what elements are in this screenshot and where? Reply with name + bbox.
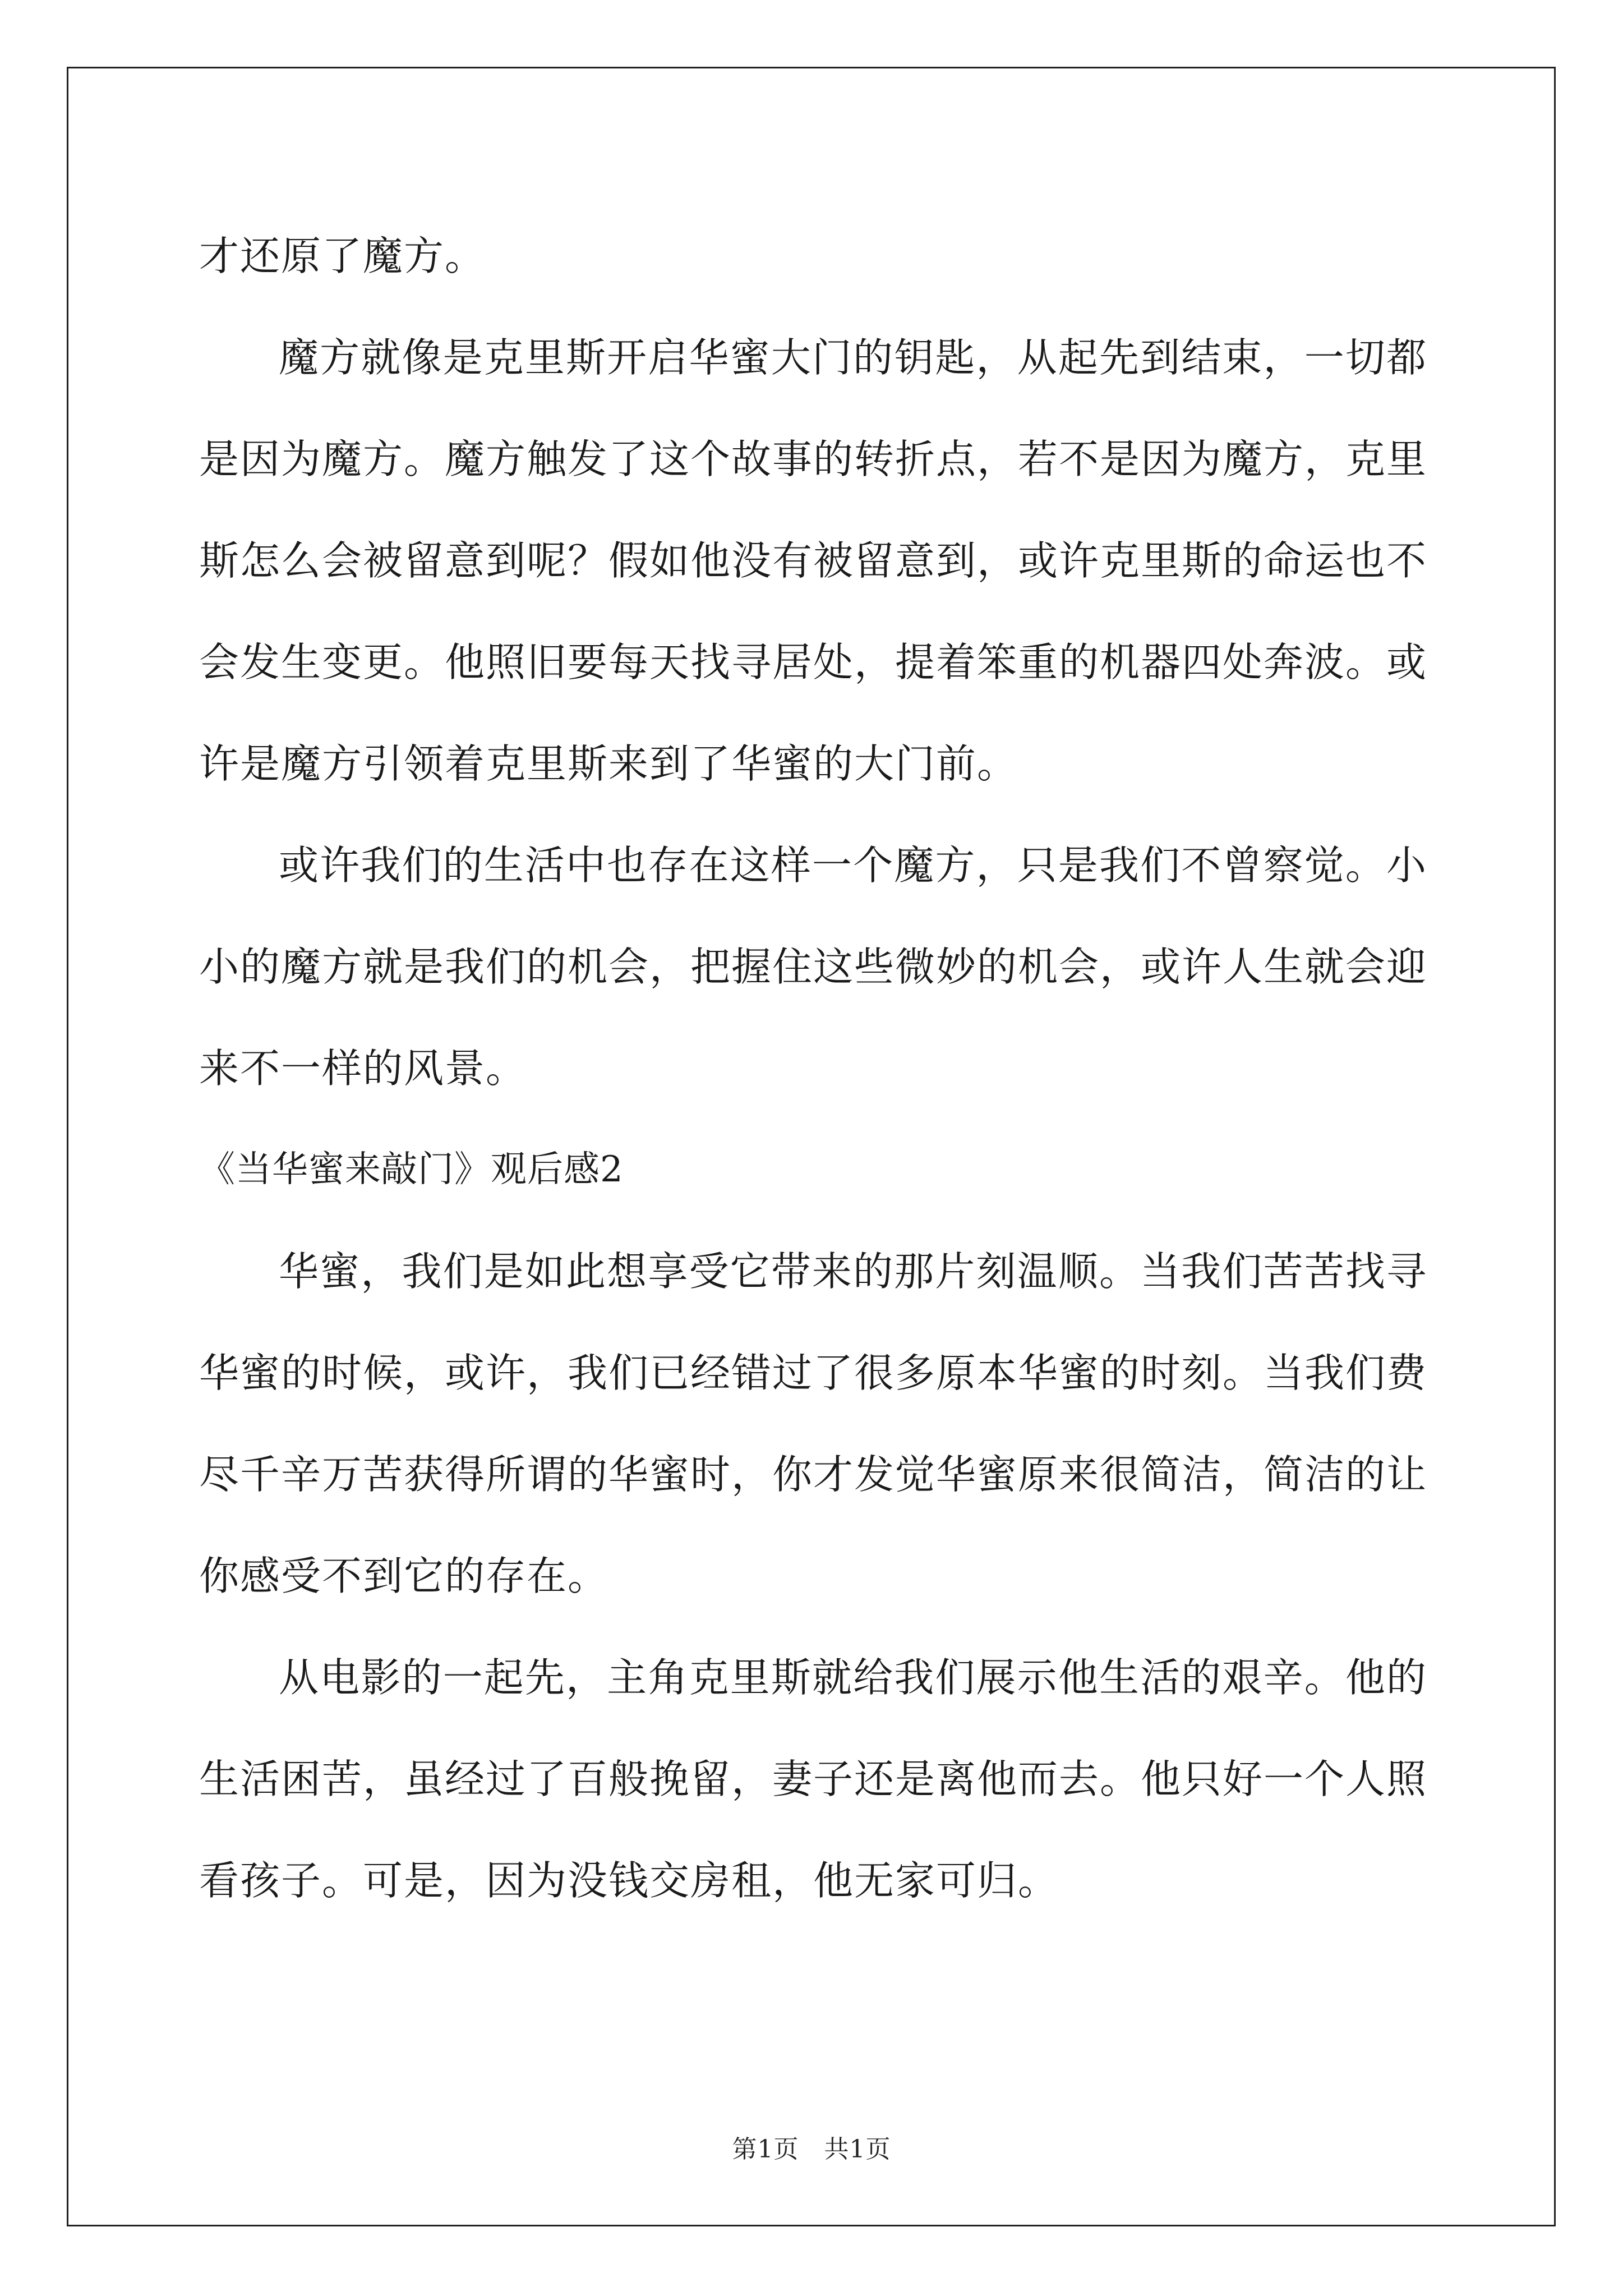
page-number: 第1页 — [732, 2135, 799, 2164]
paragraph-4: 华蜜，我们是如此想享受它带来的那片刻温顺。当我们苦苦找寻华蜜的时候，或许，我们已经错过了很多原本华蜜的时刻。当我们费尽千辛万苦获得所谓的华蜜时，你才发觉华蜜原来很简洁，简洁的让你感受不到它的存在。 — [199, 1248, 1428, 1599]
document-body — [199, 205, 1427, 1931]
page-footer — [0, 2129, 1623, 2165]
paragraph-5: 从电影的一起先，主角克里斯就给我们展示他生活的艰辛。他的生活困苦，虽经过了百般挽留，妻子还是离他而去。他只好一个人照看孩子。可是，因为没钱交房租，他无家可归。 — [199, 1654, 1428, 1904]
paragraph-1: 才还原了魔方。 — [199, 233, 486, 279]
paragraph-3: 或许我们的生活中也存在这样一个魔方，只是我们不曾察觉。小小的魔方就是我们的机会，把握住这些微妙的机会，或许人生就会迎来不一样的风景。 — [199, 842, 1428, 1092]
page-total: 共1页 — [824, 2135, 891, 2164]
section-heading: 《当华蜜来敲门》观后感2 — [199, 1149, 624, 1190]
paragraph-2: 魔方就像是克里斯开启华蜜大门的钥匙，从起先到结束，一切都是因为魔方。魔方触发了这个故事的转折点，若不是因为魔方，克里斯怎么会被留意到呢？假如他没有被留意到，或许克里斯的命运也不会发生变更。他照旧要每天找寻居处，提着笨重的机器四处奔波。或许是魔方引领着克里斯来到了华蜜的大门前。 — [199, 334, 1428, 787]
